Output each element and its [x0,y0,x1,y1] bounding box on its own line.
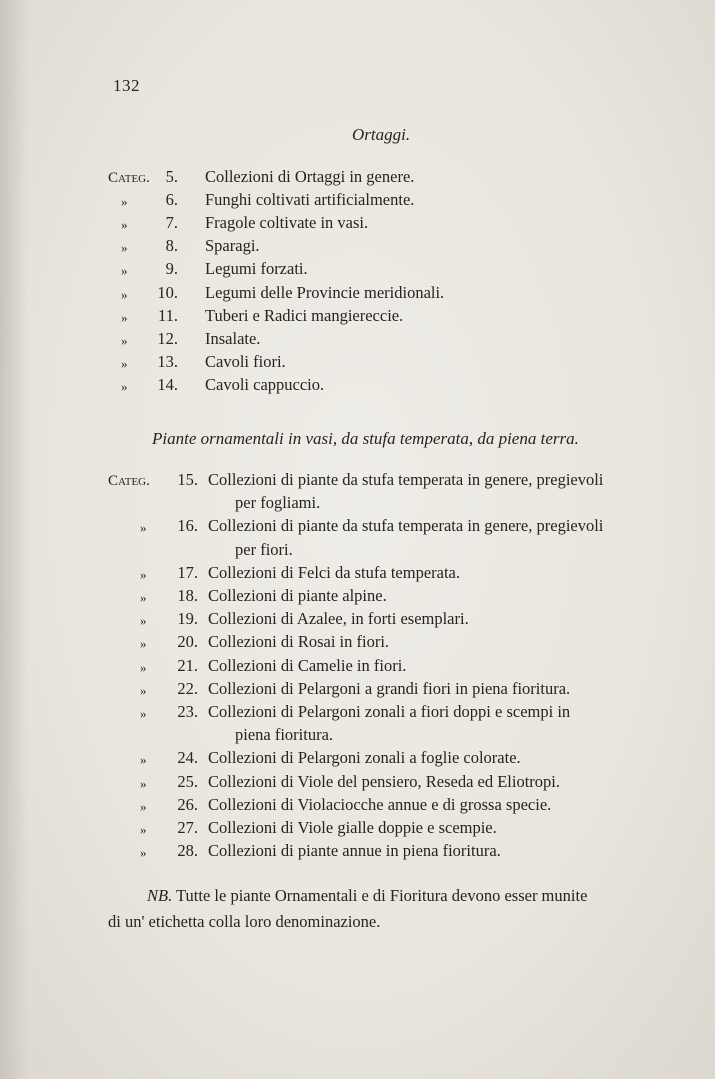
item-text: Collezioni di Rosai in fiori. [208,632,390,652]
ditto-mark: » [121,263,128,279]
ditto-mark: » [140,566,147,582]
ditto-mark: » [121,332,128,348]
item-number: 14. [157,374,178,394]
ditto-mark: » [121,217,128,233]
ditto-mark: » [121,240,128,256]
section-title-ortaggi: Ortaggi. [352,125,411,144]
section-title-piante-ornamentali: Piante ornamentali in vasi, da stufa temperata, da piena terra. [152,429,579,448]
ditto-mark: » [121,286,128,302]
item-number: 15. [177,470,198,489]
item-number: 24. [177,748,198,768]
item-number: 16. [177,516,198,536]
item-number: 20. [177,632,198,652]
list-item [0,470,715,493]
list-item [0,352,715,375]
item-text: Collezioni di piante da stufa temperata in genere, pregievoli [208,470,604,489]
item-text-continuation: piena fioritura. [235,725,334,745]
list-item [0,167,715,190]
item-text: Collezioni di piante alpine. [208,586,387,605]
item-text: Collezioni di Pelargoni a grandi fiori in piena fioritura. [208,678,571,698]
item-text: Cavoli fiori. [205,351,286,371]
list-item [0,236,715,259]
item-number: 6. [165,190,178,210]
list-item [0,679,715,702]
note-line-1 [147,886,587,906]
list-item [0,632,715,655]
item-text: Collezioni di Viole gialle doppie e scempie. [208,818,497,837]
category-label: Categ. [108,473,150,489]
ditto-mark: » [121,194,128,210]
ditto-mark: » [140,798,147,814]
ditto-mark: » [140,636,147,652]
ditto-mark: » [140,845,147,861]
item-text: Collezioni di Pelargoni zonali a foglie colorate. [208,748,521,768]
item-number: 28. [177,841,198,861]
ditto-mark: » [140,775,147,791]
item-number: 22. [177,678,198,698]
item-number: 12. [157,328,178,348]
list-item [0,375,715,398]
list-item [0,586,715,609]
item-text: Collezioni di Camelie in fiori. [208,655,407,675]
list-item [0,841,715,864]
item-text-continuation: per fogliami. [235,493,321,513]
list-item [0,563,715,586]
item-number: 21. [177,655,198,675]
item-number: 9. [165,259,178,279]
list-item [0,702,715,725]
item-number: 18. [177,586,198,605]
list-item [0,772,715,795]
list-item [0,283,715,306]
list-item [0,609,715,632]
page-number: 132 [113,76,140,95]
item-text: Legumi forzati. [205,259,308,279]
note-text-2: di un' etichetta colla loro denominazione. [108,912,381,931]
item-text: Collezioni di piante da stufa temperata in genere, pregievoli [208,516,604,536]
ditto-mark: » [140,682,147,698]
item-text: Cavoli cappuccio. [205,374,325,394]
item-text: Collezioni di Ortaggi in genere. [205,167,415,186]
item-text: Tuberi e Radici mangiereccie. [205,305,404,325]
item-number: 19. [177,609,198,629]
list-item [0,306,715,329]
category-label: Categ. [108,170,150,186]
item-text: Insalate. [205,328,261,348]
item-text: Collezioni di Azalee, in forti esemplari. [208,609,469,629]
item-number: 23. [177,702,198,721]
item-text: Fragole coltivate in vasi. [205,213,369,233]
ditto-mark: » [140,659,147,675]
note-label: NB. [147,886,173,905]
ditto-mark: » [140,752,147,768]
ditto-mark: » [140,520,147,536]
ditto-mark: » [121,309,128,325]
ditto-mark: » [140,706,147,721]
list-item [0,795,715,818]
ditto-mark: » [140,822,147,837]
item-number: 27. [177,818,198,837]
item-text-continuation: per fiori. [235,539,293,559]
note-line-2 [108,912,380,932]
item-number: 5. [165,167,178,186]
item-number: 26. [177,794,198,814]
item-text: Collezioni di Felci da stufa temperata. [208,562,461,582]
list-item [0,656,715,679]
item-number: 11. [157,305,178,325]
list-item [0,329,715,352]
list-item [0,259,715,282]
item-text: Collezioni di Violaciocche annue e di grossa specie. [208,794,552,814]
item-number: 7. [165,213,178,233]
ditto-mark: » [140,613,147,629]
list-item [0,818,715,841]
ditto-mark: » [140,590,147,605]
ditto-mark: » [121,355,128,371]
list-item [0,748,715,771]
list-item [0,190,715,213]
item-number: 8. [165,236,178,256]
item-text: Collezioni di Viole del pensiero, Reseda ed Eliotropi. [208,771,561,791]
item-text: Funghi coltivati artificialmente. [205,190,415,210]
note-text-1: Tutte le piante Ornamentali e di Fioritura devono esser munite [176,886,588,905]
item-text: Legumi delle Provincie meridionali. [205,282,445,302]
item-text: Sparagi. [205,236,260,256]
item-number: 13. [157,351,178,371]
item-text: Collezioni di Pelargoni zonali a fiori doppi e scempi in [208,702,571,721]
item-number: 25. [177,771,198,791]
item-number: 17. [177,562,198,582]
item-number: 10. [157,282,178,302]
item-text: Collezioni di piante annue in piena fioritura. [208,841,501,861]
ditto-mark: » [121,378,128,394]
list-item [0,213,715,236]
list-item [0,516,715,539]
